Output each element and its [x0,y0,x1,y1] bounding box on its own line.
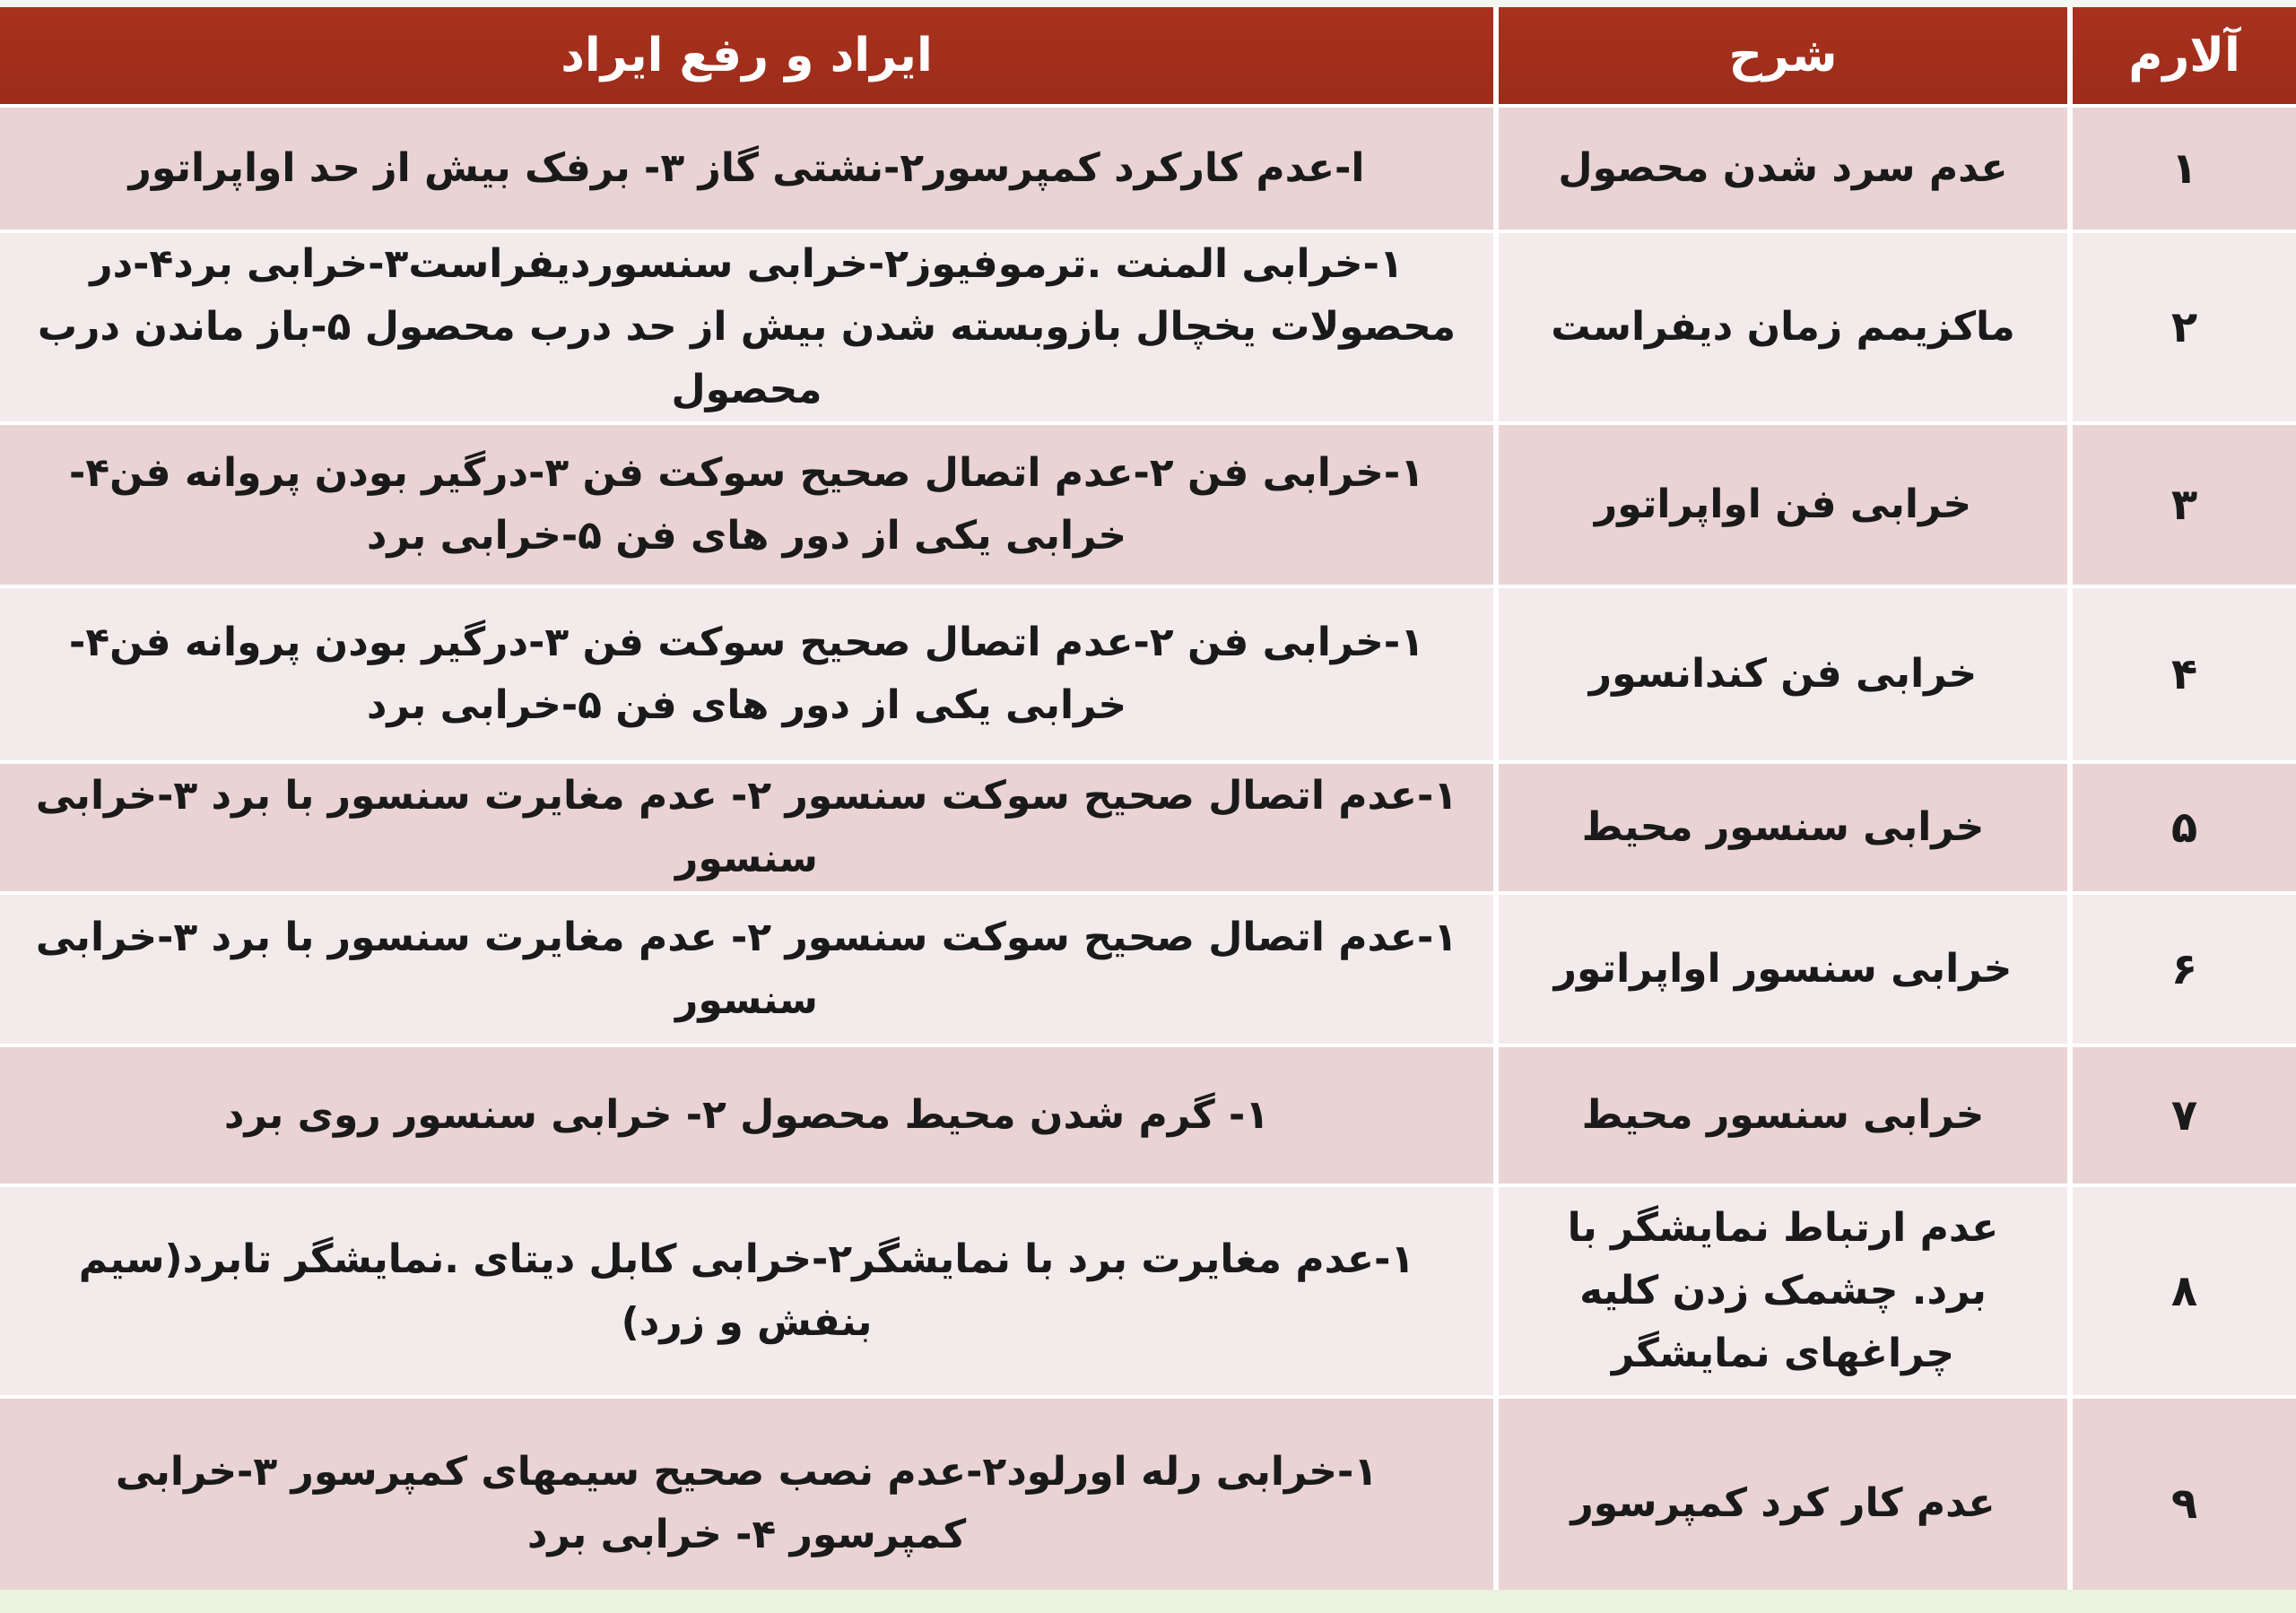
alarm-number: ۵ [2067,760,2296,891]
alarm-fix: ۱-خرابی رله اورلود۲-عدم نصب صحیح سیمهای کمپرسور ۳-خرابی کمپرسور ۴- خرابی برد [0,1395,1493,1608]
table-row [0,1044,2296,1184]
page-bottom-band [0,1590,2296,1613]
alarm-number: ۱ [2067,104,2296,230]
alarm-fix: ۱-عدم اتصال صحیح سوکت سنسور ۲- عدم مغایرت سنسور با برد ۳-خرابی سنسور [0,760,1493,891]
alarm-fix: ۱-عدم مغایرت برد با نمایشگر۲-خرابی کابل دیتای .نمایشگر تابرد(سیم بنفش و زرد) [0,1184,1493,1395]
alarm-description: عدم ارتباط نمایشگر با برد. چشمک زدن کلیه چراغهای نمایشگر [1493,1184,2067,1395]
alarm-fix: ۱-خرابی فن ۲-عدم اتصال صحیح سوکت فن ۳-درگیر بودن پروانه فن۴-خرابی یکی از دور های فن ۵-خرابی برد [0,585,1493,760]
alarm-description: خرابی سنسور محیط [1493,1044,2067,1184]
header-fault-fix: ایراد و رفع ایراد [0,7,1493,104]
table-row [0,1184,2296,1395]
alarm-number: ۲ [2067,230,2296,421]
alarm-number: ۸ [2067,1184,2296,1395]
header-description: شرح [1493,7,2067,104]
table-row [0,104,2296,230]
alarm-description: خرابی فن اواپراتور [1493,421,2067,585]
table-row [0,230,2296,421]
table-row [0,760,2296,891]
alarm-description: خرابی فن کندانسور [1493,585,2067,760]
alarm-table [0,7,2296,1608]
alarm-number: ۷ [2067,1044,2296,1184]
alarm-number: ۹ [2067,1395,2296,1608]
alarm-description: خرابی سنسور اواپراتور [1493,891,2067,1044]
alarm-fix: ۱-عدم اتصال صحیح سوکت سنسور ۲- عدم مغایرت سنسور با برد ۳-خرابی سنسور [0,891,1493,1044]
alarm-description: خرابی سنسور محیط [1493,760,2067,891]
alarm-fix: ۱- گرم شدن محیط محصول ۲- خرابی سنسور روی برد [0,1044,1493,1184]
header-row [0,7,2296,104]
table-body [0,104,2296,1608]
table-row [0,891,2296,1044]
alarm-number: ۳ [2067,421,2296,585]
alarm-description: ماکزیمم زمان دیفراست [1493,230,2067,421]
alarm-fix: ۱-خرابی فن ۲-عدم اتصال صحیح سوکت فن ۳-درگیر بودن پروانه فن۴-خرابی یکی از دور های فن ۵-خرابی برد [0,421,1493,585]
alarm-number: ۴ [2067,585,2296,760]
table-row [0,1395,2296,1608]
header-alarm: آلارم [2067,7,2296,104]
table-row [0,585,2296,760]
table-row [0,421,2296,585]
alarm-description: عدم کار کرد کمپرسور [1493,1395,2067,1608]
table-header [0,7,2296,104]
alarm-number: ۶ [2067,891,2296,1044]
alarm-fix: ۱-خرابی المنت .ترموفیوز۲-خرابی سنسوردیفراست۳-خرابی برد۴-در محصولات یخچال بازوبسته شدن بیش از حد درب محصول ۵-باز ماندن درب محصول [0,230,1493,421]
alarm-fix: ا-عدم کارکرد کمپرسور۲-نشتی گاز ۳- برفک بیش از حد اواپراتور [0,104,1493,230]
alarm-description: عدم سرد شدن محصول [1493,104,2067,230]
